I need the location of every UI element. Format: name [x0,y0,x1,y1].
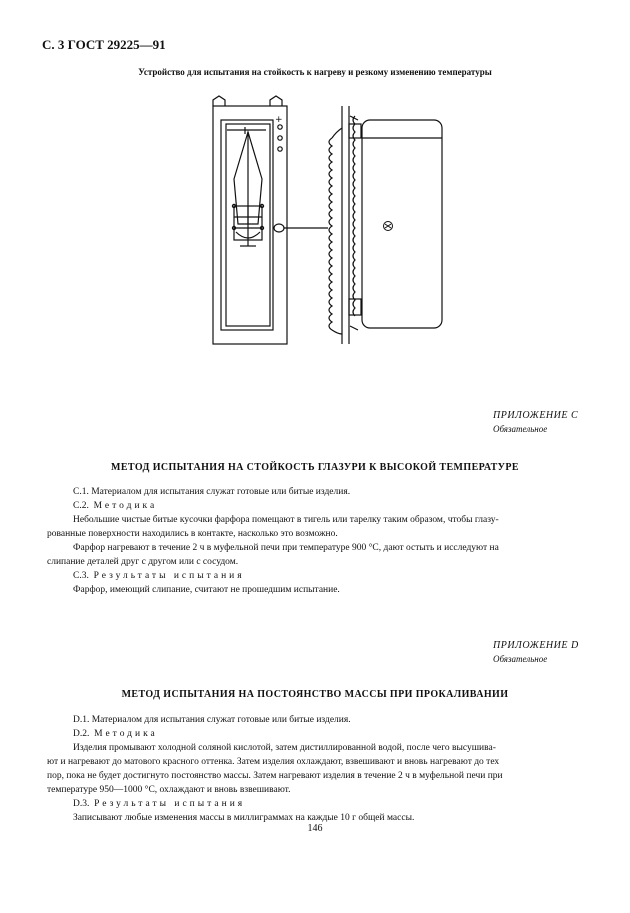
appendix-d-status: Обязательное [493,654,548,664]
section-number: С.2. [73,501,89,511]
section-number: D.2. [73,729,90,739]
section-heading [73,727,581,741]
page-number: 146 [307,823,323,834]
paragraph: пор, пока не будет достигнуто постоянство массы. Затем нагревают изделия в течение 2 ч в муфельной печи при [47,771,503,781]
paragraph: Небольшие чистые битые кусочки фарфора помещают в тигель или тарелку таким образом, чтобы глазу- [73,515,499,525]
appendix-d-body [47,713,581,825]
warning-symbol-icon [384,222,393,231]
paragraph: слипание деталей друг с другом или с сосудом. [47,557,239,567]
paragraph: Фарфор, имеющий слипание, считают не прошедшим испытание. [73,585,340,595]
paragraph: ют и нагревают до матового красного оттенка. Затем изделия охлаждают, взвешивают и вновь нагревают до тех [47,757,500,767]
section-heading [73,797,581,811]
paragraph: D.1. Материалом для испытания служат готовые или битые изделия. [73,715,351,725]
furnace-body [362,120,442,328]
appendix-c-title: МЕТОД ИСПЫТАНИЯ НА СТОЙКОСТЬ ГЛАЗУРИ К ВЫСОКОЙ ТЕМПЕРАТУРЕ [110,462,519,473]
section-heading-text: Результаты испытания [93,571,245,581]
plus-mark: + [275,115,283,125]
section-heading-text: Методика [94,729,158,739]
section-number: D.3. [73,799,90,809]
appendix-c-label: ПРИЛОЖЕНИЕ С [493,410,579,421]
appendix-d-label: ПРИЛОЖЕНИЕ D [493,640,579,651]
section-number: С.3. [73,571,89,581]
paragraph: Изделия промывают холодной соляной кислотой, затем дистиллированной водой, после чего высушива- [73,743,496,753]
section-heading-text: Методика [93,501,158,511]
figure-caption: Устройство для испытания на стойкость к нагреву и резкому изменению температуры [138,67,492,77]
appendix-c-status: Обязательное [493,424,548,434]
paragraph: Фарфор нагревают в течение 2 ч в муфельной печи при температуре 900 °С, дают остыть и исследуют на [73,543,499,553]
apparatus-drawing [200,94,450,354]
page-header: С. 3 ГОСТ 29225—91 [42,37,166,52]
paragraph: С.1. Материалом для испытания служат готовые или битые изделия. [73,487,351,497]
appendix-d-title: МЕТОД ИСПЫТАНИЯ НА ПОСТОЯНСТВО МАССЫ ПРИ ПРОКАЛИВАНИИ [121,689,509,700]
paragraph: температуре 950—1000 °С, охлаждают и вновь взвешивают. [47,785,291,795]
section-heading-text: Результаты испытания [94,799,246,809]
paragraph: Записывают любые изменения массы в миллиграммах на каждые 10 г общей массы. [73,813,415,823]
appendix-c-body [47,485,581,597]
paragraph: рованные поверхности находились в контакте, насколько это возможно. [47,529,338,539]
section-heading [73,569,581,583]
section-heading [73,499,581,513]
